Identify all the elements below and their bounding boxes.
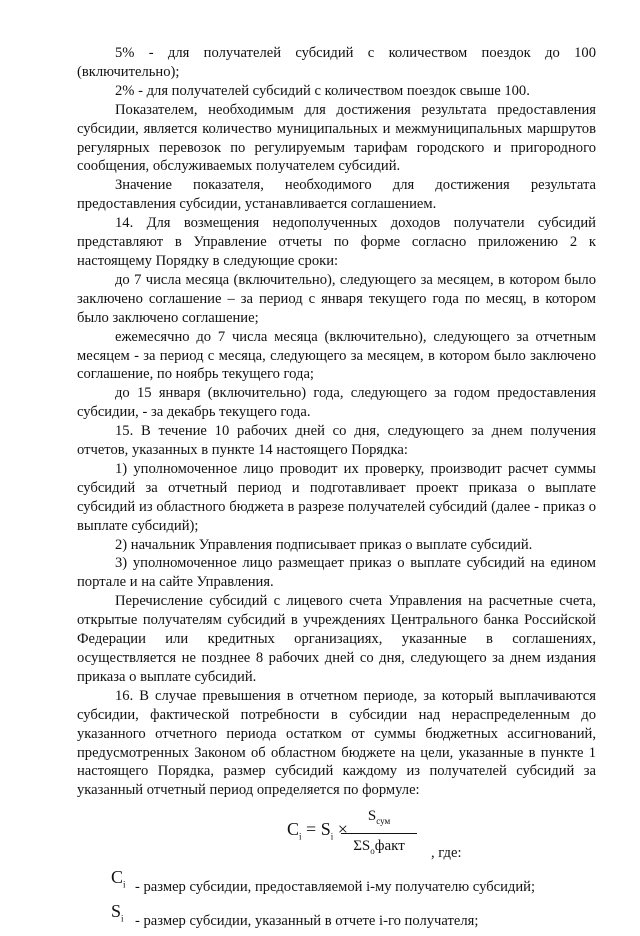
paragraph: 15. В течение 10 рабочих дней со дня, следующего за днем получения отчетов, указанных в пункте 14 настоящего Порядка: [77,423,596,459]
paragraph: Перечисление субсидий с лицевого счета Управления на расчетные счета, открытые получателям субсидий в учреждениях Центрального банка Российской Федерации или кредитных организациях, указанные в соглашениях, осуществляется не позднее 8 рабочих дней со дня, следующего за днем издания приказа о выплате субсидий. [77,593,596,685]
formula-numerator [341,806,417,834]
paragraph: 1) уполномоченное лицо проводит их проверку, производит расчет суммы субсидий за отчетный период и подготавливает проект приказа о выплате субсидий из областного бюджета в разрезе получателей субсидий (далее - приказ о выплате субсидий); [77,460,596,534]
formula-c: C [287,819,300,840]
formula-lhs [287,820,348,847]
paragraph: 2) начальник Управления подписывает приказ о выплате субсидий. [115,536,533,553]
definition-text: - размер субсидии, предоставляемой i-му получателю субсидий; [135,879,536,896]
formula-denominator-sub: o [370,846,375,857]
formula-denominator-sum: ΣS [353,838,371,855]
formula-times: × [337,819,348,840]
formula-c-sub: i [299,831,302,842]
paragraph: 3) уполномоченное лицо размещает приказ о выплате субсидий на едином портале и на сайте Управления. [77,555,596,591]
formula-numerator-sub: сум [376,816,391,827]
definition-ci [77,868,596,902]
paragraph: Значение показателя, необходимого для достижения результата предоставления субсидии, устанавливается соглашением. [77,177,596,213]
paragraph: 5% - для получателей субсидий с количеством поездок до 100 (включительно); [77,45,596,80]
formula-s: S [320,819,331,840]
definition-symbol-letter: C [111,867,124,888]
formula-denominator-fact: факт [374,838,405,855]
definition-symbol [111,868,126,895]
paragraph: до 15 января (включительно) года, следующего за годом предоставления субсидии, - за декабрь текущего года. [77,385,596,421]
formula-where: , где: [431,845,462,862]
definition-text: - размер субсидии, указанный в отчете i-го получателя; [135,913,479,930]
formula-fraction [341,806,417,861]
paragraph: 14. Для возмещения недополученных доходов получатели субсидий представляют в Управление отчеты по форме согласно приложению 2 к настоящему Порядку в следующие сроки: [77,215,596,269]
formula-equals: = [306,819,317,840]
formula-numerator-s: S [367,808,377,825]
formula-denominator [341,834,417,861]
definition-si [77,902,596,936]
definition-symbol [111,902,124,929]
paragraph: Показателем, необходимым для достижения результата предоставления субсидии, является количество муниципальных и межмуниципальных маршрутов регулярных перевозок по регулируемым тарифам городского и пригородного сообщения, обслуживаемых получателем субсидий. [77,101,596,175]
paragraph: 16. В случае превышения в отчетном периоде, за который выплачиваются субсидии, фактической потребности в субсидии над нераспределенным до указанного отчетного периода остатком от суммы бюджетных ассигнований, предусмотренных Законом об областном бюджете на цели, указанные в пункте 1 настоящего Порядка, размер субсидий каждому из получателей субсидий за указанный отчетный период определяется по формуле: [77,687,596,799]
subsidy-formula [77,806,596,866]
definition-symbol-sub: i [123,879,126,890]
formula-s-sub: i [330,831,334,842]
paragraph: до 7 числа месяца (включительно), следующего за месяцем, в котором было заключено соглашение – за период с января текущего года по месяц, в котором было заключено соглашение; [77,271,596,326]
definition-symbol-letter: S [111,901,122,922]
document-body [77,44,596,936]
definition-symbol-sub: i [121,913,124,924]
paragraph: 2% - для получателей субсидий с количеством поездок свыше 100. [115,82,530,99]
paragraph: ежемесячно до 7 числа месяца (включительно), следующего за отчетным месяцем - за период с месяца, следующего за месяцем, в котором было заключено соглашение, по ноябрь текущего года; [77,328,596,383]
